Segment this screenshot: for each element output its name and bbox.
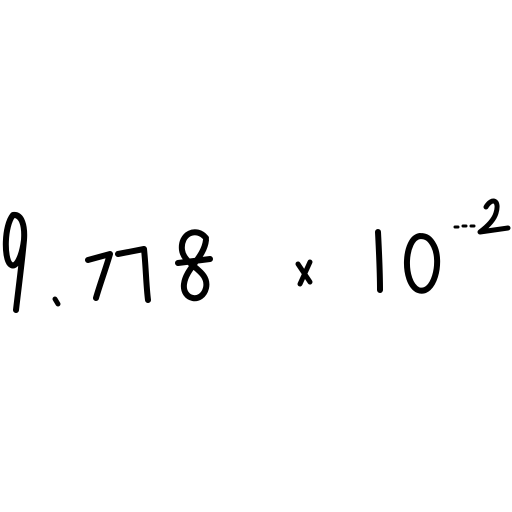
digit-0 — [407, 236, 437, 291]
times-sign — [298, 262, 310, 284]
mantissa — [6, 215, 210, 310]
digit-7-second — [118, 249, 148, 300]
decimal-point — [55, 299, 58, 304]
exponent-minus — [455, 226, 474, 227]
base — [378, 232, 437, 291]
digit-1 — [378, 232, 380, 290]
digit-8 — [178, 232, 210, 298]
exponent-digit-2 — [480, 201, 508, 232]
exponent — [455, 201, 508, 232]
digit-7-first — [88, 254, 110, 298]
digit-9 — [6, 215, 24, 310]
